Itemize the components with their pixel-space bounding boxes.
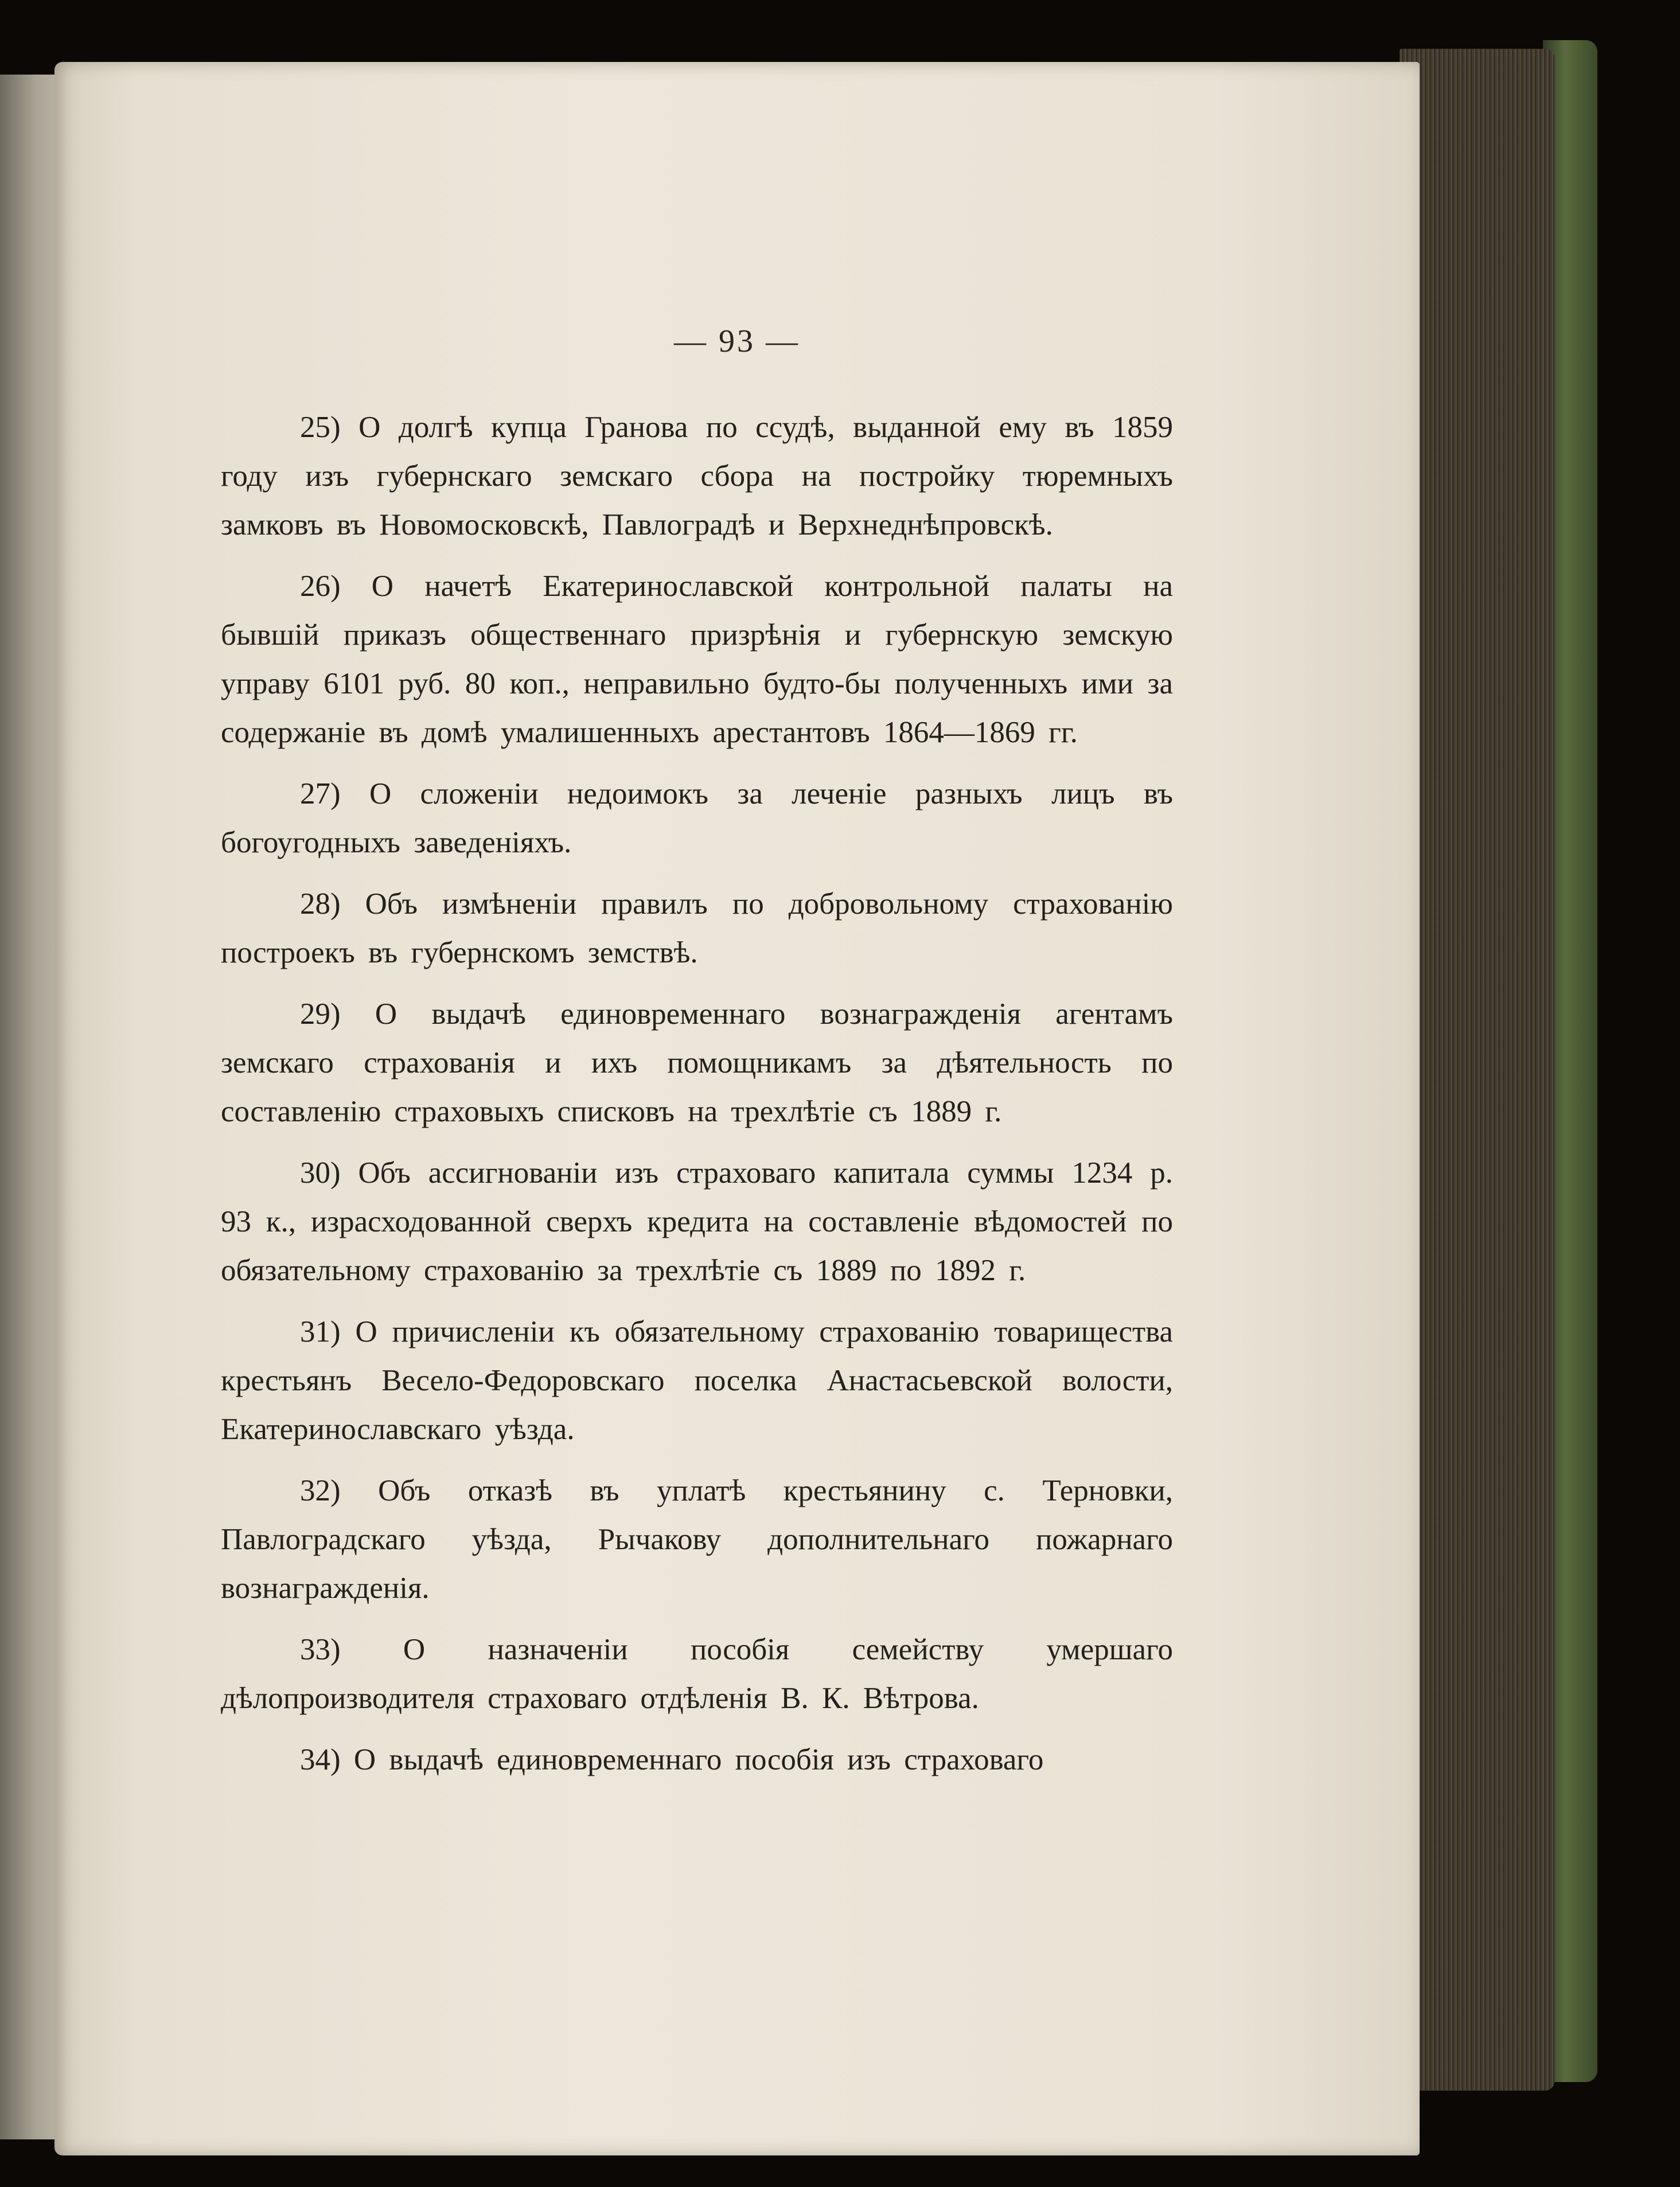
paragraph-32: 32) Объ отказѣ въ уплатѣ крестьянину с. Терновки, Павлоградскаго уѣзда, Рычакову дополнительнаго пожарнаго вознагражденія. xyxy=(221,1474,1173,1605)
page-text xyxy=(221,403,1173,1797)
book-page xyxy=(54,62,1420,2155)
page-block-edge xyxy=(1400,49,1554,2091)
paragraph-34: 34) О выдачѣ единовременнаго пособія изъ страховаго xyxy=(300,1743,1044,1776)
page-number: — 93 — xyxy=(674,323,800,359)
paragraph-30: 30) Объ ассигнованіи изъ страховаго капитала суммы 1234 р. 93 к., израсходованной сверхъ кредита на составленіе вѣдомостей по обязательному страхованію за трехлѣтіе съ 1889 по 1892 г. xyxy=(221,1156,1173,1287)
paragraph-31: 31) О причисленіи къ обязательному страхованію товарищества крестьянъ Весело-Федоровскаго поселка Анастасьевской волости, Екатеринославскаго уѣзда. xyxy=(221,1315,1173,1446)
paragraph-28: 28) Объ измѣненіи правилъ по добровольному страхованію построекъ въ губернскомъ земствѣ. xyxy=(221,887,1173,969)
paragraph-33: 33) О назначеніи пособія семейству умершаго дѣлопроизводителя страховаго отдѣленія В. К. Вѣтрова. xyxy=(221,1633,1173,1715)
paragraph-25: 25) О долгѣ купца Гранова по ссудѣ, выданной ему въ 1859 году изъ губернскаго земскаго сбора на постройку тюремныхъ замковъ въ Новомосковскѣ, Павлоградѣ и Верхнеднѣпровскѣ. xyxy=(221,411,1173,541)
paragraph-26: 26) О начетѣ Екатеринославской контрольной палаты на бывшій приказъ общественнаго призрѣнія и губернскую земскую управу 6101 руб. 80 коп., неправильно будто-бы полученныхъ ими за содержаніе въ домѣ умалишенныхъ арестантовъ 1864—1869 гг. xyxy=(221,570,1173,749)
paragraph-29: 29) О выдачѣ единовременнаго вознагражденія агентамъ земскаго страхованія и ихъ помощникамъ за дѣятельность по составленію страховыхъ списковъ на трехлѣтіе съ 1889 г. xyxy=(221,997,1173,1128)
paragraph-27: 27) О сложеніи недоимокъ за леченіе разныхъ лицъ въ богоугодныхъ заведеніяхъ. xyxy=(221,777,1173,859)
